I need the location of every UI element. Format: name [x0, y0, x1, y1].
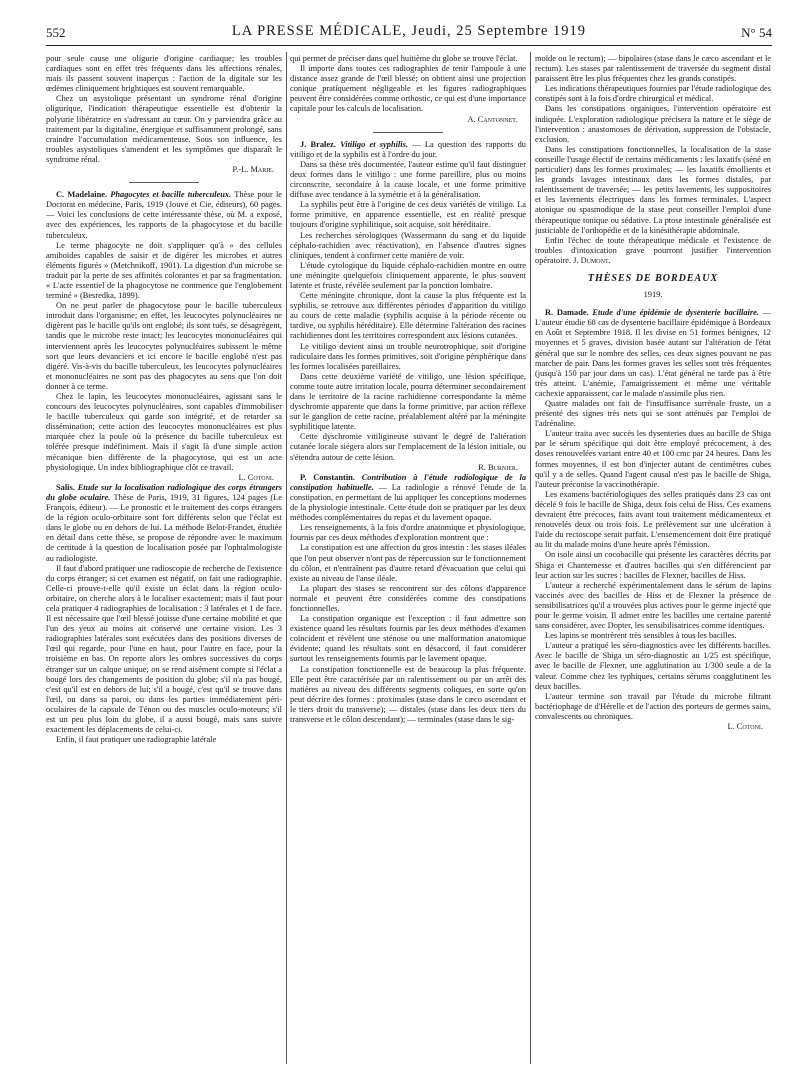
review-text: — La question des rapports du vitiligo et de la syphilis est à l'ordre du jour.	[290, 139, 526, 159]
paragraph: Il faut d'abord pratiquer une radioscopie de recherche de l'existence du corps étranger; si cet examen est négatif, on fait une radiographie. Celle-ci prouve-t-elle qu'il existe un éclat dans la région oculo-orbitaire, on cherche alors à le localiser exactement; mais il faut pour cela pratiquer 4 radiographies de localisation : 3 latérales et 1 de face. Il est nécessaire que l'œil blessé jouisse d'une certaine mobilité et que l'un des yeux au moins ait conservé une certaine vision. Les 3 radiographies latérales sont exécutées dans des positions diverses de l'œil qui regarde, pour l'une en haut, pour l'autre en face, pour la troisième en bas. On reporte alors les ombres successives du corps étranger sur un calque unique; on se rend aisément compte si l'éclat a bougé lors des changements de position du globe; s'il n'a pas bougé, c'est qu'il est en dehors de lui; s'il a bougé, c'est qu'il se trouve dans l'œil, ou dans sa paroi, ou dans les parties immédiatement péri-oculaires de la capsule de Ténon ou des muscles oculo-moteurs; s'il est un peu plus loin du globe, il a aussi bougé, mais sans suivre exactement les déplacements de celui-ci.	[46, 563, 282, 735]
journal-title: LA PRESSE MÉDICALE, Jeudi, 25 Septembre 1919	[231, 23, 587, 39]
column-2	[290, 54, 526, 1072]
paragraph: Enfin, il faut pratiquer une radiographie latérale	[56, 735, 217, 745]
paragraph: L'auteur a recherché expérimentalement dans le sérum de lapins vaccinés avec des bacilles de Hiss et de Flexner la présence de sensibilisatrices qu'il a trouvées plus actives pour le germe injecté que pour le germe voisin. Il admet entre les bacilles une certaine parenté sans considérer, avec Dopter, les sensibilisatrices comme identiques.	[535, 580, 771, 631]
signature: A. Cantonnet.	[467, 114, 518, 124]
review-title: Etude sur la localisation radiologique des corps étrangers du globe oculaire.	[46, 482, 282, 502]
column-1	[46, 54, 282, 1072]
paragraph: Chez le lapin, les leucocytes mononucléaires, agissant sans le concours des leucocytes polynucléaires, sont capables d'immobiliser le bacille tuberculeux qui garde son intégrité, et de retarder sa dissémination; cette action des leucocytes mononucléaires est plus marquée chez la poule où la présence du bacille tuberculeux est tolérée presque indéfiniment. Mais il s'agit là d'une simple action mécanique bien différente de la phagocytose, qui est un acte physiologique. Un index bibliographique clôt ce travail.	[46, 392, 282, 472]
paragraph: Cette dyschromie vitiligineuse suivant le degré de l'altération cutanée locale siégera alors sur l'emplacement de la lésion initiale, ou s'étendra autour de cette lésion.	[290, 432, 526, 462]
paragraph: qui permet de préciser dans quel huitième du globe se trouve l'éclat.	[290, 54, 518, 63]
paragraph: La constipation est une affection du gros intestin : les stases iléales que l'on peut observer n'ont pas de répercussion sur le fonctionnement du côlon, et n'entraînent pas d'autre retard d'évacuation que celui qui existe au niveau de l'anse iléale.	[290, 543, 526, 583]
review-author: P. Constantin.	[300, 472, 355, 482]
paragraph: Cette méningite chronique, dont la cause la plus fréquente est la syphilis, se retrouve aux différentes périodes d'apparition du vitiligo au cours de cette maladie (syphilis acquise à la période récente ou tardive, ou syphilis héréditaire). Elle détermine l'altération des racines rachidiennes dont les territoires correspondent aux lésions cutanées.	[290, 291, 526, 341]
paragraph: Dans les constipations fonctionnelles, la localisation de la stase conseille l'usage électif de certains médicaments : les laxatifs (séné en particulier) dans les formes proximales; — les laxatifs émollients et les grands lavages intestinaux dans les formes distales, par ralentissement de traversée; — les petits lavements, les suppositoires et les lavements électriques dans les formes terminales. L'aspect atonique ou spasmodique de la stase peut conseiller l'emploi d'une thérapeutique tonique ou sédative. La ptose intestinale généralisée est justiciable de l'orthopédie et de la kinésithérapie abdominale.	[535, 144, 771, 235]
review-author: R. Damade.	[545, 308, 589, 318]
paragraph: Dans sa thèse très documentée, l'auteur estime qu'il faut distinguer deux formes dans le vitiligo : une forme pareillire, plus ou moins circonscrite, secondaire à la cause locale, et une forme primitive diffuse avec tendance à la symétrie et à la généralisation.	[290, 159, 526, 200]
paragraph: La syphilis peut être à l'origine de ces deux variétés de vitiligo. La forme primitive, en apparence essentielle, est en réalité presque toujours d'origine syphilitique, soit acquise, soit héréditaire.	[290, 200, 526, 230]
paragraph: Il importe dans toutes ces radiographies de tenir l'ampoule à une distance assez grande de l'œil blessé; on obtient ainsi une projection conique pratiquement négligeable et les figures radiographiques peuvent être considérées comme orthostic, ce qui est d'une importance capitale pour les calculs de localisation.	[290, 64, 526, 114]
paragraph: Les indications thérapeutiques fournies par l'étude radiologique des constipés sont à la fois d'ordre chirurgical et médical.	[535, 84, 771, 104]
paragraph: Les recherches sérologiques (Wassermann du sang et du liquide céphalo-rachidien avec réactivation), en l'absence d'autres signes cliniques, tendent à confirmer cette manière de voir.	[290, 230, 526, 260]
paragraph: Dans cette deuxième variété de vitiligo, une lésion spécifique, comme toute autre irritation locale, pourra déterminer secondairement dans le territoire de la racine rachidienne correspondante la même dyschromie apparente que dans la forme primitive, par action réflexe sur le ganglion de cette racine, préalablement altéré par la méningite syphilitique latente.	[290, 371, 526, 432]
paragraph	[535, 236, 771, 266]
review-title: Contribution à l'étude radiologique de la constipation habituelle.	[290, 472, 526, 492]
paragraph: L'auteur traita avec succès les dysenteries dues au bacille de Shiga par le sérum spécifique qui doit être employé précocement, à des doses renouvelées variant entre 40 et 100 cmc par 24 heures. Dans les formes moyennes, il est bon d'injecter autant de centimètres cubes qu'il y a de selles. Quand l'agent causal n'est pas le bacille de Shiga, l'auteur préconise la vaccinothérapie.	[535, 429, 771, 489]
paragraph: Les renseignements, à la fois d'ordre anatomique et physiologique, fournis par ces deux méthodes d'exploration montrent que :	[290, 523, 526, 543]
signature: R. Burnier.	[478, 462, 518, 472]
review-author: Salis.	[56, 482, 75, 492]
paragraph: Le vitiligo devient ainsi un trouble neurotrophique, soit d'origine radiculaire dans les formes primitives, soit d'origine périphérique dans les formes localisées pareillaires.	[290, 341, 526, 371]
review-text: — L'auteur étudie 68 cas de dysenterie bacillaire épidémique à Bordeaux en Août et Septembre 1918. Il les divise en 51 formes bénignes, 12 moyennes et 5 graves, division basée autant sur l'altération de l'état général que sur le nombre des selles, ces deux signes pouvant ne pas marcher de pair. Dans les formes graves les selles sont très fréquentes (jusqu'à 150 par jour dans un cas). L'état général ne tarde pas à être très atteint. L'anémie, l'amaigrissement et même une véritable cachexie apparaissent, car le malade n'assimile plus rien.	[535, 308, 771, 398]
paragraph: L'auteur a pratiqué les séro-diagnostics avec les différents bacilles. Avec le bacille de Shiga un séro-diagnostic au 1/25 est spécifique, avec le bacille de Flexner, une agglutination au 1/300 seule a de la valeur. Comme chez les typhiques, certains sérums coagglutinent les deux bacilles.	[535, 641, 771, 691]
paragraph: Quatre malades ont fait de l'insuffisance surrénale fruste, un a présenté des signes très nets qui se sont atténués par l'emploi de l'adrénaline.	[535, 399, 771, 429]
header-rule	[46, 45, 772, 46]
paragraph: Les lapins se montrèrent très sensibles à tous les bacilles.	[545, 631, 737, 641]
page-number: 552	[46, 25, 66, 40]
signature: P.-L. Marie.	[232, 165, 274, 175]
paragraph: moïde ou le rectum); — bipolaires (stase dans le cæco ascendant et le rectum). Les stases par ralentissement de traversée du segment distal paraissent être les plus fréquentes chez les grands constipés.	[535, 54, 771, 84]
review-text: — La radiologie a rénové l'étude de la constipation, en permettant de lui appliquer les conceptions modernes de la physiologie intestinale. Cette étude doit se pratiquer par les deux méthodes complémentaires du repas et du lavement opaque.	[290, 482, 526, 523]
paragraph: Dans les constipations organiques, l'intervention opératoire est indiquée. L'exploration radiologique précisera la nature et le siège de l'intervention : anastomoses de dérivation, suppression de l'obstacle, exclusion.	[535, 104, 771, 144]
separator	[373, 132, 443, 133]
paragraph: La constipation fonctionnelle est de beaucoup la plus fréquente. Elle peut être caractérisée par un ralentissement ou par un arrêt des matières au niveau des différents segments coliques, en sorte qu'on peut décrire des formes : proximales (stase dans le cæco ascendant et le tiers droit du transverse); — distales (stase dans les deux tiers du transverse et le côlon descendant); — terminales (stase dans le sig-	[290, 664, 526, 724]
column-divider	[286, 52, 287, 1064]
review-author: C. Madelaine.	[56, 190, 108, 200]
paragraph: On isole ainsi un cocobacille qui présente les caractères décrits par Shiga et Chantemesse et d'autres bacilles qui s'en différencient par leur action sur les sucres : bacilles de Flexner, bacilles de Hiss.	[535, 550, 771, 580]
review-heading	[46, 483, 282, 564]
column-divider	[530, 52, 531, 1064]
paragraph: L'étude cytologique du liquide céphalo-rachidien montre en outre une méningite quelquefois cliniquement apparente, le plus souvent latente et fruste, révélée seulement par la ponction lombaire.	[290, 260, 526, 290]
paragraph: Le terme phagocyte ne doit s'appliquer qu'à « des cellules amiboïdes capables de saisir et de digérer les microbes et autres éléments figurés » (Metchnikoff, 1901). La digestion d'un microbe se traduit par la perte de ses affinités colorantes et par sa fragmentation. « L'acte essentiel de la phagocytose ne commence que l'englobement terminé » (Besredka, 1899).	[46, 240, 282, 301]
review-text: Thèse de Paris, 1919, 31 figures, 124 pages (Le François, éditeur). — Le pronostic et le traitement des corps étrangers de la région oculo-orbitaire sont fort différents selon que l'éclat est dans le globe ou en dehors de lui. La méthode Belot-Frandet, étudiée en détail dans cette thèse, se propose de répondre avec le maximum de certitude à la question de localisation posée par l'ophtalmologiste au radiologiste.	[46, 492, 282, 563]
paragraph: On ne peut parler de phagocytose pour le bacille tuberculeux introduit dans l'organisme; en effet, les leucocytes polynucléaires ne digèrent pas le bacille qu'ils ont englobé; ils sont tués, se désagrègent, tandis que le microbe reste intact; les leucocytes mononucléaires qui interviennent après les leucocytes polynucléaires subissent le même sort que leurs devanciers et ici encore le bacille englobé n'est pas digéré. Vis-à-vis du bacille tuberculeux, les leucocytes polynucléaires et mononucléaires ne sont pas des phagocytes au sens que l'on doit donner à ce terme.	[46, 301, 282, 391]
section-year: 1919.	[643, 290, 663, 300]
paragraph: L'auteur termine son travail par l'étude du microbe filtrant bactériophage de d'Hérelle et de l'action des porteurs de germes sains, convalescents ou chroniques.	[535, 691, 771, 721]
section-title: THÈSES DE BORDEAUX	[587, 272, 719, 284]
paragraph: Chez un asystolique présentant un syndrome rénal d'origine oligurique, l'indication thérapeutique essentielle est d'obtenir la polyurie libératrice en s'adressant au cœur. On y parviendra grâce au traitement par la digitaline, énergique et suffisamment prolongé, sans craindre l'accumulation médicamenteuse. Sous son influence, les troubles asystoliques s'amendent et les symptômes que disparaît le syndrome rénal.	[46, 94, 282, 164]
review-title: Vitiligo et syphilis.	[340, 139, 408, 149]
separator	[129, 182, 199, 183]
paragraph: La constipation organique est l'exception : il faut admettre son existence quand les résultats fournis par les deux méthodes d'examen coïncident et révèlent une sténose ou une malformation anatomique évidente; quand les résultats sont en désaccord, il faut considérer surtout les renseignements fournis par le lavement opaque.	[290, 614, 526, 664]
review-heading	[46, 190, 282, 240]
review-title: Phagocytes et bacille tuberculeux.	[110, 190, 232, 200]
page-header	[46, 22, 772, 44]
column-3	[535, 54, 771, 1072]
review-author: J. Bralez.	[300, 139, 336, 149]
signature: J. Dumont.	[573, 255, 611, 265]
paragraph: La plupart des stases se rencontrent sur des côlons d'apparence normale et peuvent être considérées comme des constipations fonctionnelles.	[290, 583, 526, 613]
paragraph: Les examens bactériologiques des selles pratiqués dans 23 cas ont décelé 9 fois le bacille de Shiga, deux fois celui de Hiss. Ces examens devraient être précoces, faits avant tout traitement médicamenteux et renouvelés deux ou trois fois. Le prélèvement sur une ulcération à l'aide du rectoscope serait parfait. L'ensemencement doit être pratiqué au lit du malade moins d'une heure après l'émission.	[535, 489, 771, 550]
issue-number: N° 54	[741, 25, 772, 40]
review-title: Etude d'une épidémie de dysenterie bacillaire.	[592, 308, 759, 318]
review-heading	[290, 140, 526, 160]
review-heading	[290, 473, 526, 523]
paragraph: pour seule cause une oligurie d'origine cardiaque; les troubles cardiaques sont en effet très fréquents dans les affections rénales, mais ils passent souvent inaperçus : l'action de la digitale sur les œdèmes cliniquement brightiques est souvent remarquable.	[46, 54, 282, 94]
review-heading	[535, 308, 771, 399]
review-text: Thèse pour le Doctorat en médecine, Paris, 1919 (Jouve et Cie, éditeurs), 60 pages. — Voici les conclusions de cette intéressante thèse, où M. a exposé, avec des expériences, les rapports de la phagocytose et du bacille tuberculeux.	[46, 190, 282, 240]
signature: L. Cotoni.	[727, 722, 763, 731]
signature: L. Cotoni.	[238, 472, 274, 482]
paragraph-text: Enfin l'échec de toute thérapeutique médicale et l'existence de troubles d'intoxication grave pourront justifier l'intervention opératoire.	[535, 235, 771, 265]
